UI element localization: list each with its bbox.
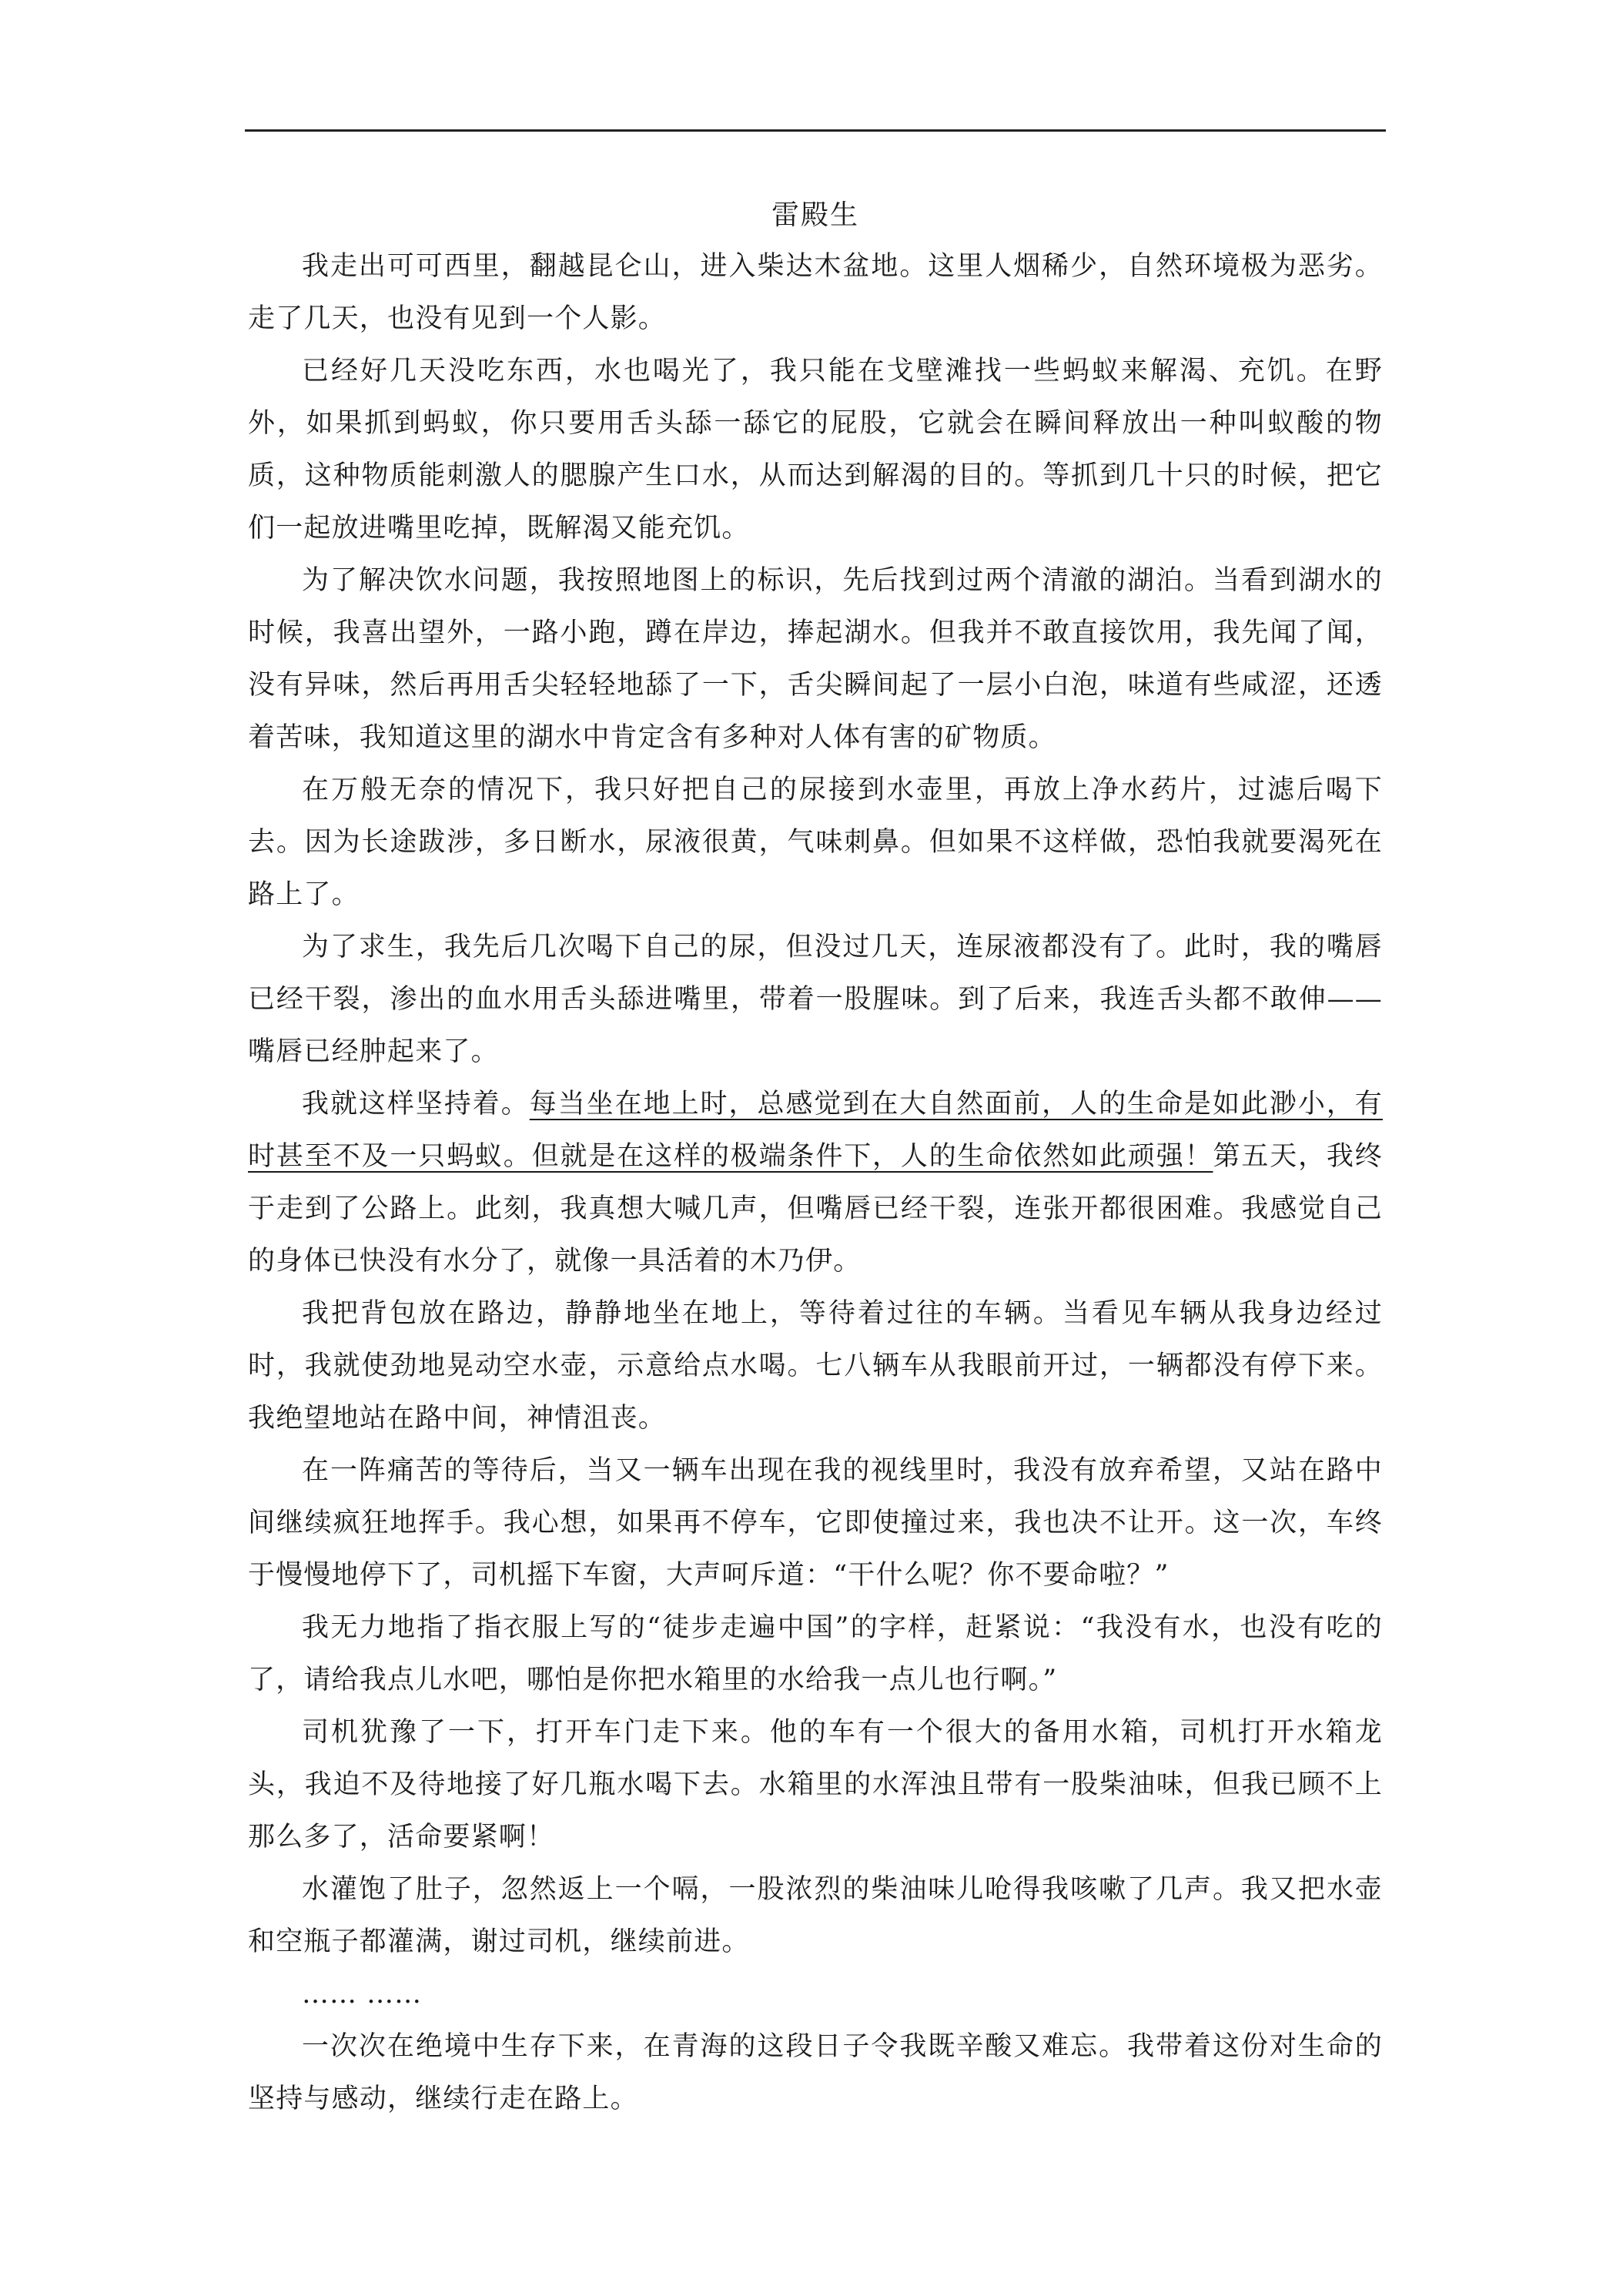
underlined-sentence: 每当坐在地上时，总感觉到在大自然面前，人的生命是如此渺小，有时甚至不及一只蚂蚁。但就是在这样的极端条件下，人的生命依然如此顽强！ (248, 1089, 1383, 1172)
paragraph-12: 一次次在绝境中生存下来，在青海的这段日子令我既辛酸又难忘。我带着这份对生命的坚持与感动，继续行走在路上。 (248, 2031, 1383, 2114)
paragraph-7: 我把背包放在路边，静静地坐在地上，等待着过往的车辆。当看见车辆从我身边经过时，我就使劲地晃动空水壶，示意给点水喝。七八辆车从我眼前开过，一辆都没有停下来。我绝望地站在路中间，神情沮丧。 (248, 1298, 1383, 1434)
paragraph-1: 我走出可可西里，翻越昆仑山，进入柴达木盆地。这里人烟稀少，自然环境极为恶劣。走了几天，也没有见到一个人影。 (248, 251, 1383, 334)
header-rule (245, 129, 1386, 132)
paragraph-3: 为了解决饮水问题，我按照地图上的标识，先后找到过两个清澈的湖泊。当看到湖水的时候，我喜出望外，一路小跑，蹲在岸边，捧起湖水。但我并不敢直接饮用，我先闻了闻，没有异味，然后再用舌尖轻轻地舔了一下，舌尖瞬间起了一层小白泡，味道有些咸涩，还透着苦味，我知道这里的湖水中肯定含有多种对人体有害的矿物质。 (248, 565, 1383, 753)
paragraph-9: 我无力地指了指衣服上写的“徒步走遍中国”的字样，赶紧说：“我没有水，也没有吃的了，请给我点儿水吧，哪怕是你把水箱里的水给我一点儿也行啊。” (248, 1612, 1383, 1695)
document-page (248, 191, 1383, 2125)
paragraph-10: 司机犹豫了一下，打开车门走下来。他的车有一个很大的备用水箱，司机打开水箱龙头，我迫不及待地接了好几瓶水喝下去。水箱里的水浑浊且带有一股柴油味，但我已顾不上那么多了，活命要紧啊！ (248, 1717, 1383, 1853)
paragraph-4: 在万般无奈的情况下，我只好把自己的尿接到水壶里，再放上净水药片，过滤后喝下去。因为长途跋涉，多日断水，尿液很黄，气味刺鼻。但如果不这样做，恐怕我就要渴死在路上了。 (248, 775, 1383, 910)
paragraph-6-tail: 第五天，我终于走到了公路上。此刻，我真想大喊几声，但嘴唇已经干裂，连张开都很困难。我感觉自己的身体已快没有水分了，就像一具活着的木乃伊。 (248, 1141, 1384, 1277)
paragraph-2: 已经好几天没吃东西，水也喝光了，我只能在戈壁滩找一些蚂蚁来解渴、充饥。在野外，如果抓到蚂蚁，你只要用舌头舔一舔它的屁股，它就会在瞬间释放出一种叫蚁酸的物质，这种物质能刺激人的腮腺产生口水，从而达到解渴的目的。等抓到几十只的时候，把它们一起放进嘴里吃掉，既解渴又能充饥。 (248, 356, 1383, 544)
paragraph-6 (248, 1078, 1383, 1287)
paragraph-11: 水灌饱了肚子，忽然返上一个嗝，一股浓烈的柴油味儿呛得我咳嗽了几声。我又把水壶和空瓶子都灌满，谢过司机，继续前进。 (248, 1874, 1383, 1957)
paragraph-6-lead: 我就这样坚持着。 (302, 1089, 530, 1120)
ellipsis-line: …… …… (302, 1979, 423, 2010)
paragraph-8: 在一阵痛苦的等待后，当又一辆车出现在我的视线里时，我没有放弃希望，又站在路中间继续疯狂地挥手。我心想，如果再不停车，它即使撞过来，我也决不让开。这一次，车终于慢慢地停下了，司机摇下车窗，大声呵斥道：“干什么呢？你不要命啦？” (248, 1455, 1383, 1591)
paragraph-5: 为了求生，我先后几次喝下自己的尿，但没过几天，连尿液都没有了。此时，我的嘴唇已经干裂，渗出的血水用舌头舔进嘴里，带着一股腥味。到了后来，我连舌头都不敢伸——嘴唇已经肿起来了。 (248, 932, 1383, 1067)
author-name: 雷殿生 (771, 199, 859, 231)
